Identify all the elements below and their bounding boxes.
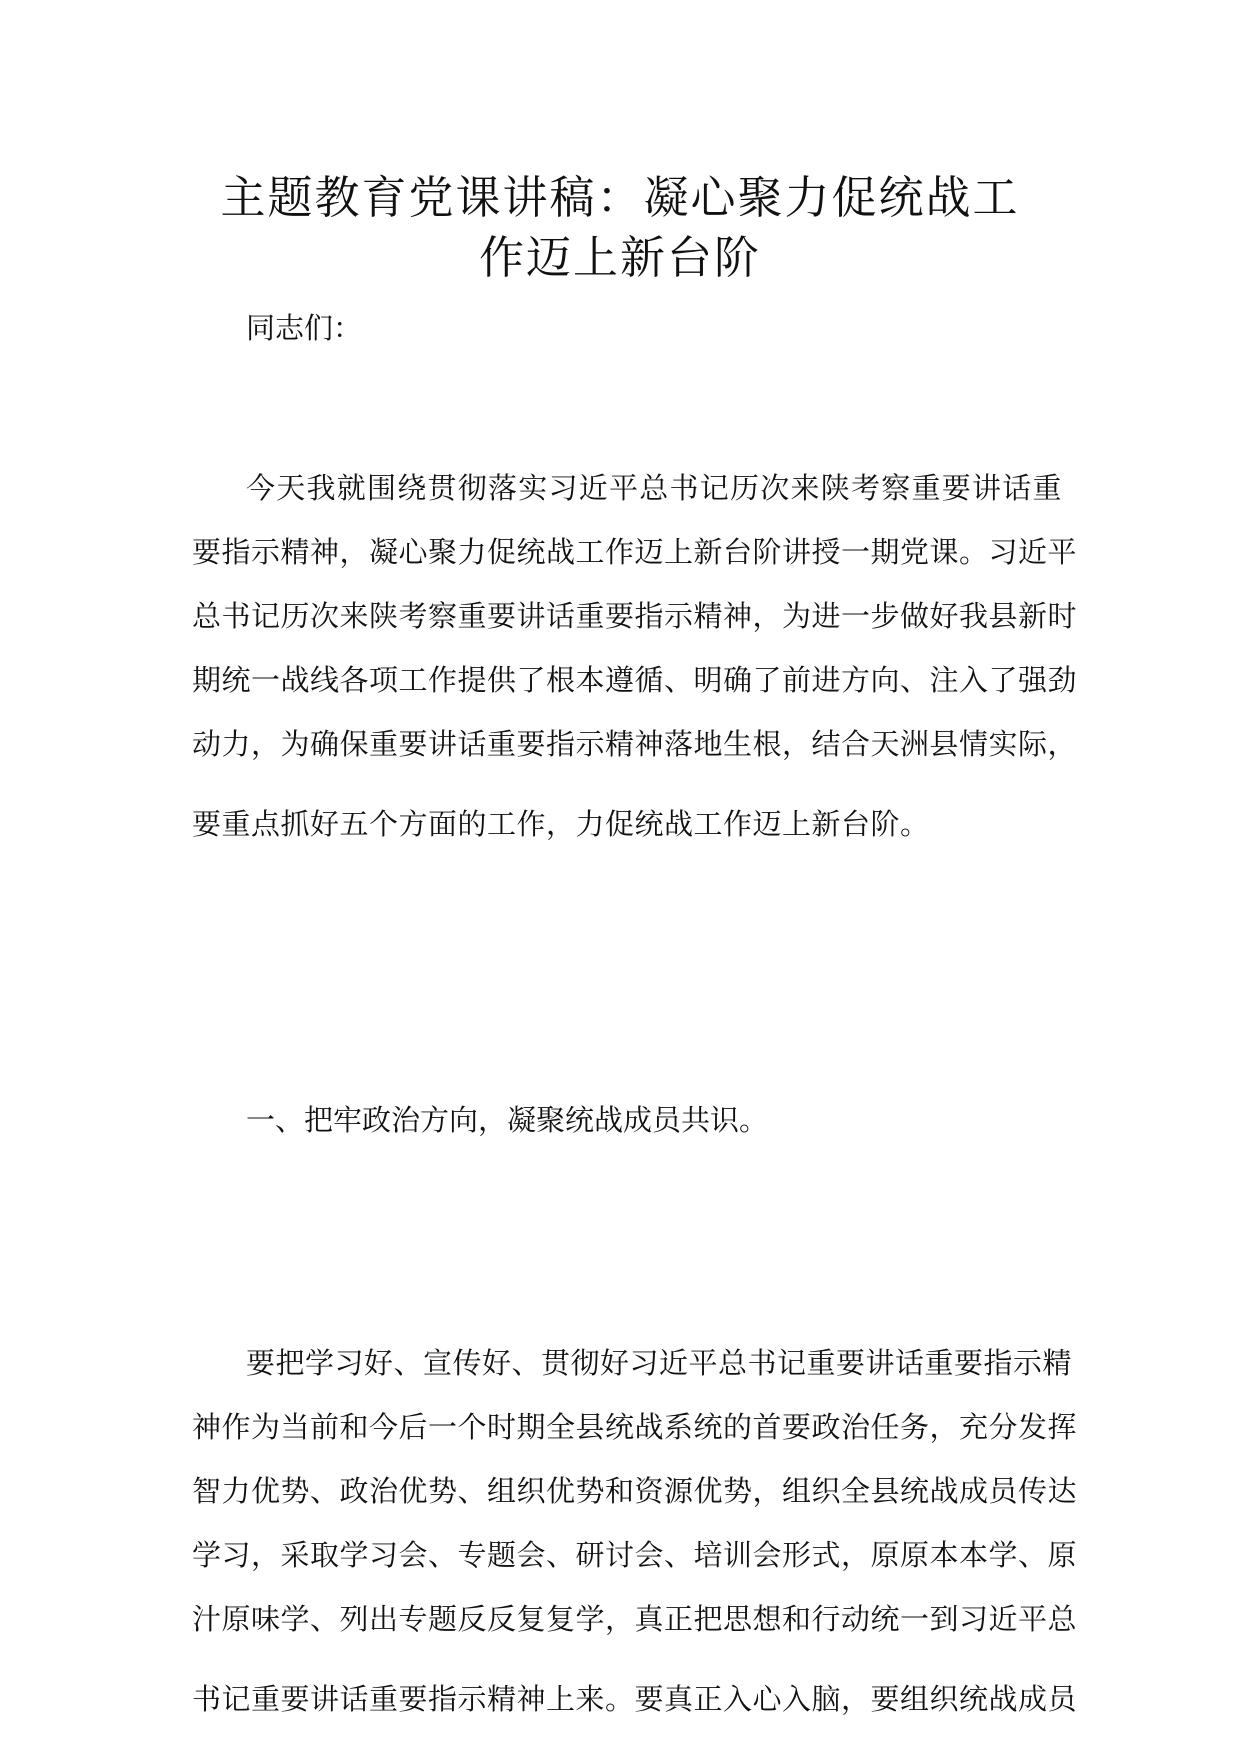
paragraph-line: 智力优势、政治优势、组织优势和资源优势，组织全县统战成员传达 (192, 1474, 1078, 1508)
paragraph-line: 动力，为确保重要讲话重要指示精神落地生根，结合天洲县情实际， (192, 727, 1078, 761)
paragraph-line: 总书记历次来陕考察重要讲话重要指示精神，为进一步做好我县新时 (192, 599, 1078, 633)
section-heading-1: 一、把牢政治方向，凝聚统战成员共识。 (246, 1103, 769, 1137)
intro-paragraph (192, 468, 1078, 868)
document-title (180, 168, 1060, 288)
paragraph-line: 要指示精神，凝心聚力促统战工作迈上新台阶讲授一期党课。习近平 (192, 535, 1078, 569)
title-line-1: 主题教育党课讲稿：凝心聚力促统战工 (220, 171, 1020, 224)
paragraph-line: 期统一战线各项工作提供了根本遵循、明确了前进方向、注入了强劲 (192, 663, 1078, 697)
title-line-2: 作迈上新台阶 (478, 231, 761, 284)
paragraph-line: 学习，采取学习会、专题会、研讨会、培训会形式，原原本本学、原 (192, 1538, 1078, 1572)
paragraph-line: 要重点抓好五个方面的工作，力促统战工作迈上新台阶。 (192, 807, 930, 841)
paragraph-line: 汁原味学、列出专题反反复复学，真正把思想和行动统一到习近平总 (192, 1602, 1078, 1636)
salutation: 同志们： (246, 311, 363, 345)
paragraph-line: 书记重要讲话重要指示精神上来。要真正入心入脑，要组织统战成员 (192, 1682, 1078, 1716)
paragraph-line: 今天我就围绕贯彻落实习近平总书记历次来陕考察重要讲话重 (246, 471, 1062, 505)
section1-paragraph (192, 1343, 1078, 1743)
paragraph-line: 要把学习好、宣传好、贯彻好习近平总书记重要讲话重要指示精 (246, 1346, 1073, 1380)
paragraph-line: 神作为当前和今后一个时期全县统战系统的首要政治任务，充分发挥 (192, 1410, 1078, 1444)
